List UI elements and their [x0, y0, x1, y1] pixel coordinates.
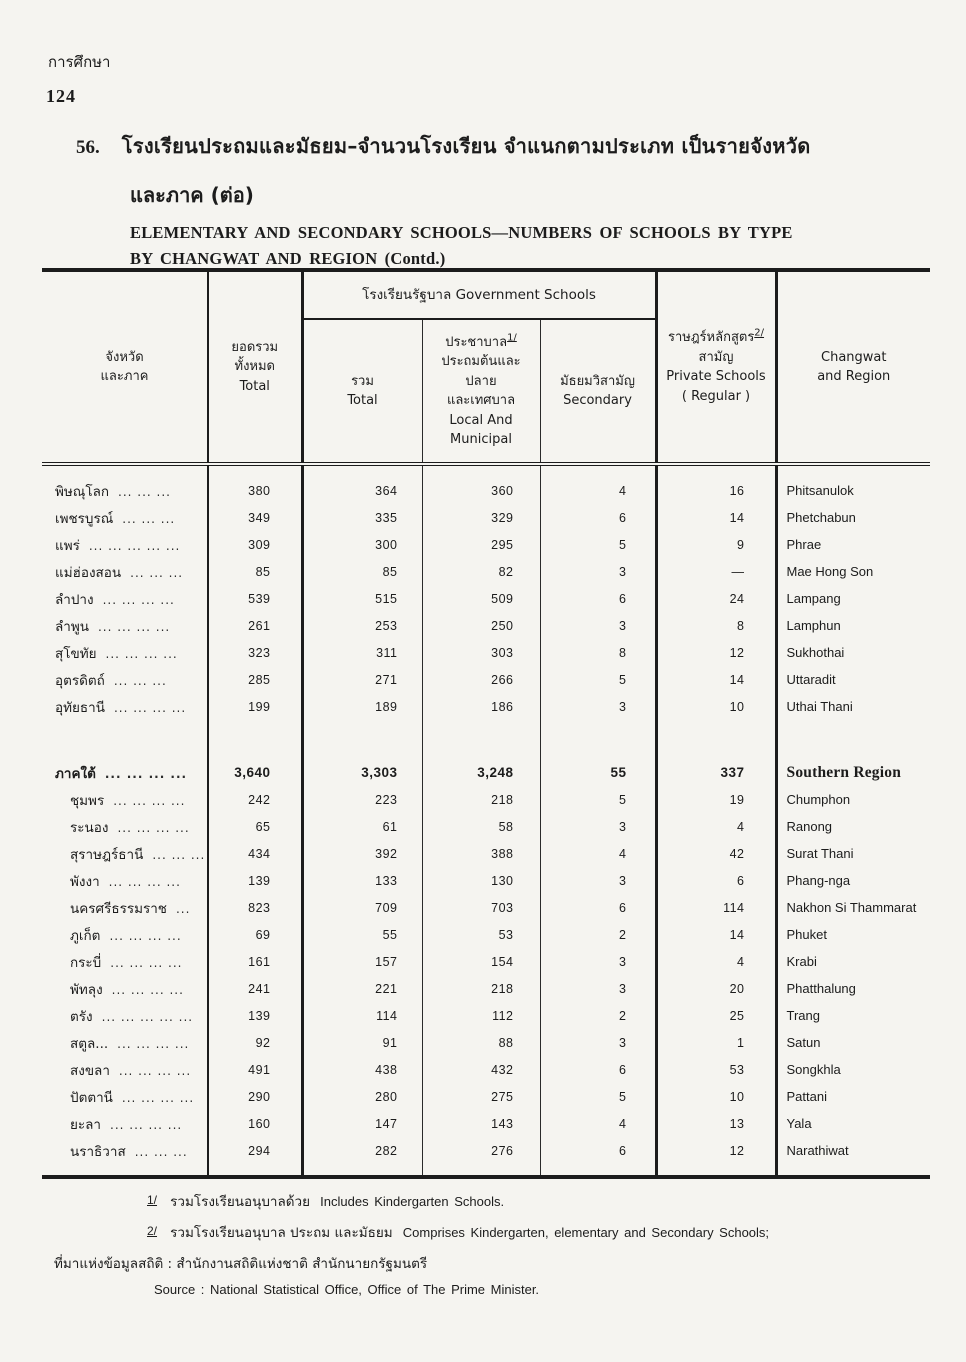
cell-province-en: Phetchabun — [786, 510, 856, 525]
table-row — [42, 813, 930, 840]
cell-total: 349 — [208, 504, 302, 531]
cell-secondary: 3 — [540, 693, 656, 720]
cell-total: 139 — [208, 1002, 302, 1029]
leader-dots: ... ... ... — [130, 565, 184, 580]
footnotes — [42, 1190, 930, 1297]
cell-secondary — [540, 720, 656, 759]
spacer-row — [42, 464, 930, 477]
footnote-1-marker: 1/ — [147, 1193, 158, 1207]
cell-province-en: Phitsanulok — [786, 483, 854, 498]
cell-private — [656, 464, 776, 477]
cell-gov-total: 61 — [302, 813, 422, 840]
cell-total — [208, 720, 302, 759]
leader-dots: ... ... ... ... — [104, 766, 188, 781]
cell-gov-total: 114 — [302, 1002, 422, 1029]
cell-private: 6 — [656, 867, 776, 894]
footnote-2 — [147, 1221, 930, 1243]
cell-secondary: 3 — [540, 948, 656, 975]
cell-local-municipal: 703 — [422, 894, 540, 921]
cell-province-th — [42, 1110, 208, 1137]
cell-province-th — [42, 786, 208, 813]
province-name-thai: แพร่ — [55, 537, 80, 554]
cell-gov-total: 438 — [302, 1056, 422, 1083]
cell-gov-total — [302, 464, 422, 477]
header-government-schools: โรงเรียนรัฐบาล Government Schools — [302, 270, 656, 319]
cell-private: 10 — [656, 1083, 776, 1110]
cell-local-municipal: 432 — [422, 1056, 540, 1083]
cell-private: 14 — [656, 921, 776, 948]
cell-private: 4 — [656, 948, 776, 975]
cell-gov-total: 280 — [302, 1083, 422, 1110]
cell-province-en: Narathiwat — [786, 1143, 849, 1158]
table-row — [42, 558, 930, 585]
cell-private: 20 — [656, 975, 776, 1002]
cell-province-th — [42, 813, 208, 840]
cell-province-en: Uthai Thani — [786, 699, 853, 714]
cell-local-municipal: 295 — [422, 531, 540, 558]
cell-private: — — [656, 558, 776, 585]
leader-dots: ... ... ... ... — [109, 928, 182, 943]
cell-total: 85 — [208, 558, 302, 585]
header-local-municipal: ประชาบาล$^{1/}$ ประถมต้นและ ปลาย และเทศบาล Local And Municipal — [422, 319, 540, 464]
leader-dots: ... ... ... ... — [118, 1063, 192, 1078]
cell-total: 139 — [208, 867, 302, 894]
cell-private: 4 — [656, 813, 776, 840]
province-name-thai: พังงา — [70, 873, 100, 890]
title-block — [76, 130, 936, 269]
cell-province-en — [776, 720, 930, 759]
source-thai: ที่มาแห่งข้อมูลสถิติ : สำนักงานสถิติแห่งชาติ สำนักนายกรัฐมนตรี — [54, 1256, 428, 1272]
cell-private: 337 — [656, 759, 776, 786]
cell-local-municipal: 112 — [422, 1002, 540, 1029]
cell-gov-total: 364 — [302, 477, 422, 504]
cell-province-th — [42, 840, 208, 867]
table-row — [42, 759, 930, 786]
cell-province-th — [42, 666, 208, 693]
table-row — [42, 948, 930, 975]
cell-private: 42 — [656, 840, 776, 867]
leader-dots: ... ... ... ... — [108, 874, 181, 889]
cell-local-municipal: 329 — [422, 504, 540, 531]
cell-gov-total — [302, 720, 422, 759]
cell-province-en: Sukhothai — [786, 645, 845, 660]
cell-secondary: 2 — [540, 921, 656, 948]
category-label: การศึกษา — [48, 53, 111, 71]
cell-local-municipal: 82 — [422, 558, 540, 585]
province-name-thai: ลำพูน — [55, 618, 89, 635]
cell-gov-total: 300 — [302, 531, 422, 558]
footnote-2-thai: รวมโรงเรียนอนุบาล ประถม และมัธยม — [170, 1225, 393, 1241]
province-name-thai: ระนอง — [70, 819, 109, 836]
cell-local-municipal: 88 — [422, 1029, 540, 1056]
cell-local-municipal: 250 — [422, 612, 540, 639]
cell-gov-total: 147 — [302, 1110, 422, 1137]
province-name-thai: ปัตตานี — [70, 1089, 113, 1106]
cell-secondary — [540, 464, 656, 477]
cell-private: 25 — [656, 1002, 776, 1029]
cell-private: 1 — [656, 1029, 776, 1056]
cell-total — [208, 1164, 302, 1177]
header-secondary: มัธยมวิสามัญ Secondary — [540, 319, 656, 464]
table-row — [42, 477, 930, 504]
cell-total: 199 — [208, 693, 302, 720]
cell-secondary: 55 — [540, 759, 656, 786]
cell-province-th — [42, 921, 208, 948]
leader-dots: ... ... ... ... — [117, 820, 190, 835]
cell-local-municipal: 266 — [422, 666, 540, 693]
cell-private: 14 — [656, 504, 776, 531]
cell-gov-total: 282 — [302, 1137, 422, 1164]
leader-dots: ... ... ... ... — [117, 1036, 190, 1051]
table-row — [42, 840, 930, 867]
cell-local-municipal: 303 — [422, 639, 540, 666]
cell-province-th — [42, 720, 208, 759]
cell-private: 10 — [656, 693, 776, 720]
cell-local-municipal: 388 — [422, 840, 540, 867]
province-name-thai: แม่ฮ่องสอน — [55, 564, 122, 581]
province-name-thai: ยะลา — [70, 1116, 102, 1133]
cell-local-municipal: 509 — [422, 585, 540, 612]
cell-local-municipal — [422, 464, 540, 477]
cell-province-en: Chumphon — [786, 792, 851, 807]
cell-gov-total: 311 — [302, 639, 422, 666]
cell-gov-total — [302, 1164, 422, 1177]
footnote-ref-2: 2/ — [754, 327, 765, 339]
cell-gov-total: 55 — [302, 921, 422, 948]
cell-secondary: 6 — [540, 585, 656, 612]
table-row — [42, 1083, 930, 1110]
cell-gov-total: 392 — [302, 840, 422, 867]
cell-province-en: Yala — [786, 1116, 812, 1131]
cell-total: 161 — [208, 948, 302, 975]
cell-province-en — [776, 1164, 930, 1177]
footnote-1-english: Includes Kindergarten Schools. — [320, 1194, 505, 1209]
cell-private: 16 — [656, 477, 776, 504]
cell-private: 114 — [656, 894, 776, 921]
table-row — [42, 1137, 930, 1164]
cell-local-municipal: 143 — [422, 1110, 540, 1137]
cell-gov-total: 253 — [302, 612, 422, 639]
table-number: 56. — [76, 137, 100, 158]
cell-secondary: 6 — [540, 894, 656, 921]
cell-private: 19 — [656, 786, 776, 813]
title-thai-line2: และภาค (ต่อ) — [130, 183, 254, 207]
cell-local-municipal: 360 — [422, 477, 540, 504]
province-name-thai: สตูล... — [70, 1035, 109, 1052]
cell-gov-total: 133 — [302, 867, 422, 894]
cell-province-en: Songkhla — [786, 1062, 841, 1077]
source-english: Source : National Statistical Office, Office of The Prime Minister. — [154, 1282, 540, 1297]
cell-local-municipal: 186 — [422, 693, 540, 720]
cell-secondary: 4 — [540, 840, 656, 867]
province-name-thai: พิษณุโลก — [55, 483, 110, 500]
cell-secondary: 3 — [540, 975, 656, 1002]
cell-private: 8 — [656, 612, 776, 639]
cell-province-th — [42, 612, 208, 639]
cell-province-th — [42, 477, 208, 504]
province-name-thai: ภูเก็ต — [70, 927, 101, 944]
cell-secondary — [540, 1164, 656, 1177]
cell-province-en: Lamphun — [786, 618, 841, 633]
table-row — [42, 894, 930, 921]
table-row — [42, 1110, 930, 1137]
cell-province-en: Ranong — [786, 819, 833, 834]
footnote-2-english: Comprises Kindergarten, elementary and Secondary Schools; — [402, 1225, 770, 1240]
cell-province-th — [42, 948, 208, 975]
table-row — [42, 693, 930, 720]
leader-dots: ... ... ... ... ... — [101, 1009, 194, 1024]
table-row — [42, 531, 930, 558]
cell-secondary: 3 — [540, 867, 656, 894]
cell-private: 53 — [656, 1056, 776, 1083]
cell-private: 14 — [656, 666, 776, 693]
province-name-thai: สงขลา — [70, 1062, 110, 1079]
cell-total: 242 — [208, 786, 302, 813]
cell-gov-total: 271 — [302, 666, 422, 693]
table-row — [42, 1056, 930, 1083]
table-row — [42, 921, 930, 948]
cell-gov-total: 221 — [302, 975, 422, 1002]
table-row — [42, 867, 930, 894]
cell-province-th — [42, 1002, 208, 1029]
cell-local-municipal: 3,248 — [422, 759, 540, 786]
cell-secondary: 5 — [540, 1083, 656, 1110]
cell-province-th — [42, 1056, 208, 1083]
cell-private: 24 — [656, 585, 776, 612]
cell-province-en: Phatthalung — [786, 981, 856, 996]
cell-total: 823 — [208, 894, 302, 921]
header-private-schools: ราษฎร์หลักสูตร$^{2/}$ สามัญ Private Schools ( Regular ) — [656, 270, 776, 464]
header-gov-total: รวม Total — [302, 319, 422, 464]
header-changwat-thai: จังหวัด และภาค — [42, 270, 208, 464]
cell-local-municipal: 53 — [422, 921, 540, 948]
leader-dots: ... ... ... — [134, 1144, 188, 1159]
table-row — [42, 504, 930, 531]
table-body — [42, 464, 930, 1177]
cell-province-en: Lampang — [786, 591, 841, 606]
cell-private: 12 — [656, 1137, 776, 1164]
table-row — [42, 975, 930, 1002]
cell-province-th — [42, 894, 208, 921]
cell-province-en: Trang — [786, 1008, 820, 1023]
cell-gov-total: 85 — [302, 558, 422, 585]
cell-total: 309 — [208, 531, 302, 558]
cell-total: 241 — [208, 975, 302, 1002]
cell-province-en: Phuket — [786, 927, 827, 942]
cell-local-municipal: 218 — [422, 975, 540, 1002]
footnote-1-thai: รวมโรงเรียนอนุบาลด้วย — [170, 1194, 311, 1210]
title-english-line2: BY CHANGWAT AND REGION (Contd.) — [130, 249, 446, 268]
table-row — [42, 639, 930, 666]
cell-province-th — [42, 639, 208, 666]
province-name-thai: ลำปาง — [55, 591, 94, 608]
cell-secondary: 3 — [540, 612, 656, 639]
cell-local-municipal — [422, 1164, 540, 1177]
cell-province-en: Krabi — [786, 954, 817, 969]
cell-province-th — [42, 531, 208, 558]
cell-local-municipal: 58 — [422, 813, 540, 840]
cell-province-en — [776, 464, 930, 477]
table-row — [42, 786, 930, 813]
cell-secondary: 8 — [540, 639, 656, 666]
table-row — [42, 585, 930, 612]
leader-dots: ... ... ... — [122, 511, 176, 526]
province-name-thai: ภาคใต้ — [55, 765, 96, 782]
cell-total: 380 — [208, 477, 302, 504]
cell-total: 290 — [208, 1083, 302, 1110]
leader-dots: ... ... ... ... — [97, 619, 171, 634]
cell-secondary: 2 — [540, 1002, 656, 1029]
table-row — [42, 1029, 930, 1056]
leader-dots: ... ... ... ... — [121, 1090, 195, 1105]
leader-dots: ... ... ... ... — [102, 592, 175, 607]
cell-local-municipal: 275 — [422, 1083, 540, 1110]
table-row — [42, 1002, 930, 1029]
cell-gov-total: 223 — [302, 786, 422, 813]
cell-secondary: 4 — [540, 477, 656, 504]
cell-total: 323 — [208, 639, 302, 666]
leader-dots: ... ... ... ... — [111, 982, 184, 997]
cell-province-th — [42, 759, 208, 786]
cell-secondary: 4 — [540, 1110, 656, 1137]
cell-total: 69 — [208, 921, 302, 948]
cell-total — [208, 464, 302, 477]
cell-gov-total: 709 — [302, 894, 422, 921]
leader-dots: ... ... ... — [118, 484, 171, 499]
province-name-thai: อุตรดิตถ์ — [55, 672, 105, 689]
cell-secondary: 5 — [540, 786, 656, 813]
cell-gov-total: 157 — [302, 948, 422, 975]
cell-province-en: Mae Hong Son — [786, 564, 874, 579]
cell-private: 9 — [656, 531, 776, 558]
cell-province-th — [42, 504, 208, 531]
table-row — [42, 666, 930, 693]
cell-province-th — [42, 867, 208, 894]
cell-province-th — [42, 1164, 208, 1177]
cell-province-en: Satun — [786, 1035, 821, 1050]
cell-province-th — [42, 1137, 208, 1164]
cell-province-th — [42, 558, 208, 585]
cell-secondary: 5 — [540, 531, 656, 558]
leader-dots: ... ... ... ... — [105, 646, 178, 661]
province-name-thai: พัทลุง — [70, 981, 103, 998]
spacer-row — [42, 720, 930, 759]
header-grand-total: ยอดรวม ทั้งหมด Total — [208, 270, 302, 464]
cell-gov-total: 335 — [302, 504, 422, 531]
cell-secondary: 3 — [540, 1029, 656, 1056]
cell-total: 160 — [208, 1110, 302, 1137]
cell-total: 3,640 — [208, 759, 302, 786]
cell-local-municipal: 218 — [422, 786, 540, 813]
cell-total: 491 — [208, 1056, 302, 1083]
leader-dots: ... ... ... ... — [113, 793, 186, 808]
cell-province-en: Southern Region — [786, 763, 902, 781]
leader-dots: ... — [175, 901, 191, 916]
province-name-thai: กระบี่ — [70, 954, 102, 971]
footnote-2-marker: 2/ — [147, 1224, 158, 1238]
cell-total: 434 — [208, 840, 302, 867]
cell-province-en: Phang-nga — [786, 873, 851, 888]
leader-dots: ... ... ... ... — [113, 700, 187, 715]
title-english-line1: ELEMENTARY AND SECONDARY SCHOOLS—NUMBERS OF SCHOOLS BY TYPE — [130, 223, 793, 242]
leader-dots: ... ... ... — [152, 847, 206, 862]
cell-province-en: Nakhon Si Thammarat — [786, 900, 917, 915]
province-name-thai: สุราษฎร์ธานี — [70, 846, 144, 863]
province-name-thai: นครศรีธรรมราช — [70, 900, 167, 917]
cell-secondary: 5 — [540, 666, 656, 693]
title-thai-line1: โรงเรียนประถมและมัธยม–จำนวนโรงเรียน จำแนกตามประเภท เป็นรายจังหวัด — [121, 134, 811, 158]
cell-total: 92 — [208, 1029, 302, 1056]
cell-total: 65 — [208, 813, 302, 840]
leader-dots: ... ... ... — [113, 673, 167, 688]
cell-province-en: Phrae — [786, 537, 822, 552]
cell-gov-total: 515 — [302, 585, 422, 612]
schools-table — [42, 268, 930, 1179]
cell-private — [656, 720, 776, 759]
cell-total: 539 — [208, 585, 302, 612]
province-name-thai: นราธิวาส — [70, 1143, 126, 1160]
cell-province-th — [42, 585, 208, 612]
cell-province-th — [42, 1083, 208, 1110]
table-header — [42, 270, 930, 464]
cell-total: 261 — [208, 612, 302, 639]
province-name-thai: อุทัยธานี — [55, 699, 105, 716]
cell-private — [656, 1164, 776, 1177]
cell-private: 12 — [656, 639, 776, 666]
cell-province-en: Surat Thani — [786, 846, 854, 861]
statistics-table — [42, 268, 930, 1179]
leader-dots: ... ... ... ... ... — [88, 538, 181, 553]
cell-province-en: Pattani — [786, 1089, 827, 1104]
cell-gov-total: 189 — [302, 693, 422, 720]
page-number: 124 — [46, 86, 76, 106]
header-changwat-english: Changwat and Region — [776, 270, 930, 464]
cell-secondary: 3 — [540, 813, 656, 840]
province-name-thai: เพชรบูรณ์ — [55, 510, 114, 527]
cell-province-th — [42, 464, 208, 477]
cell-local-municipal: 130 — [422, 867, 540, 894]
cell-province-th — [42, 1029, 208, 1056]
cell-local-municipal: 276 — [422, 1137, 540, 1164]
table-row — [42, 612, 930, 639]
cell-total: 294 — [208, 1137, 302, 1164]
cell-secondary: 6 — [540, 1137, 656, 1164]
cell-gov-total: 3,303 — [302, 759, 422, 786]
cell-secondary: 6 — [540, 504, 656, 531]
cell-gov-total: 91 — [302, 1029, 422, 1056]
cell-local-municipal: 154 — [422, 948, 540, 975]
cell-secondary: 6 — [540, 1056, 656, 1083]
cell-province-th — [42, 693, 208, 720]
cell-private: 13 — [656, 1110, 776, 1137]
cell-secondary: 3 — [540, 558, 656, 585]
province-name-thai: ตรัง — [70, 1008, 93, 1025]
cell-local-municipal — [422, 720, 540, 759]
leader-dots: ... ... ... ... — [110, 1117, 183, 1132]
footnote-1 — [147, 1190, 930, 1212]
leader-dots: ... ... ... ... — [110, 955, 183, 970]
footnote-ref-1: 1/ — [507, 332, 517, 344]
cell-total: 285 — [208, 666, 302, 693]
cell-province-th — [42, 975, 208, 1002]
spacer-row — [42, 1164, 930, 1177]
cell-province-en: Uttaradit — [786, 672, 836, 687]
province-name-thai: ชุมพร — [70, 792, 105, 809]
province-name-thai: สุโขทัย — [55, 645, 97, 662]
